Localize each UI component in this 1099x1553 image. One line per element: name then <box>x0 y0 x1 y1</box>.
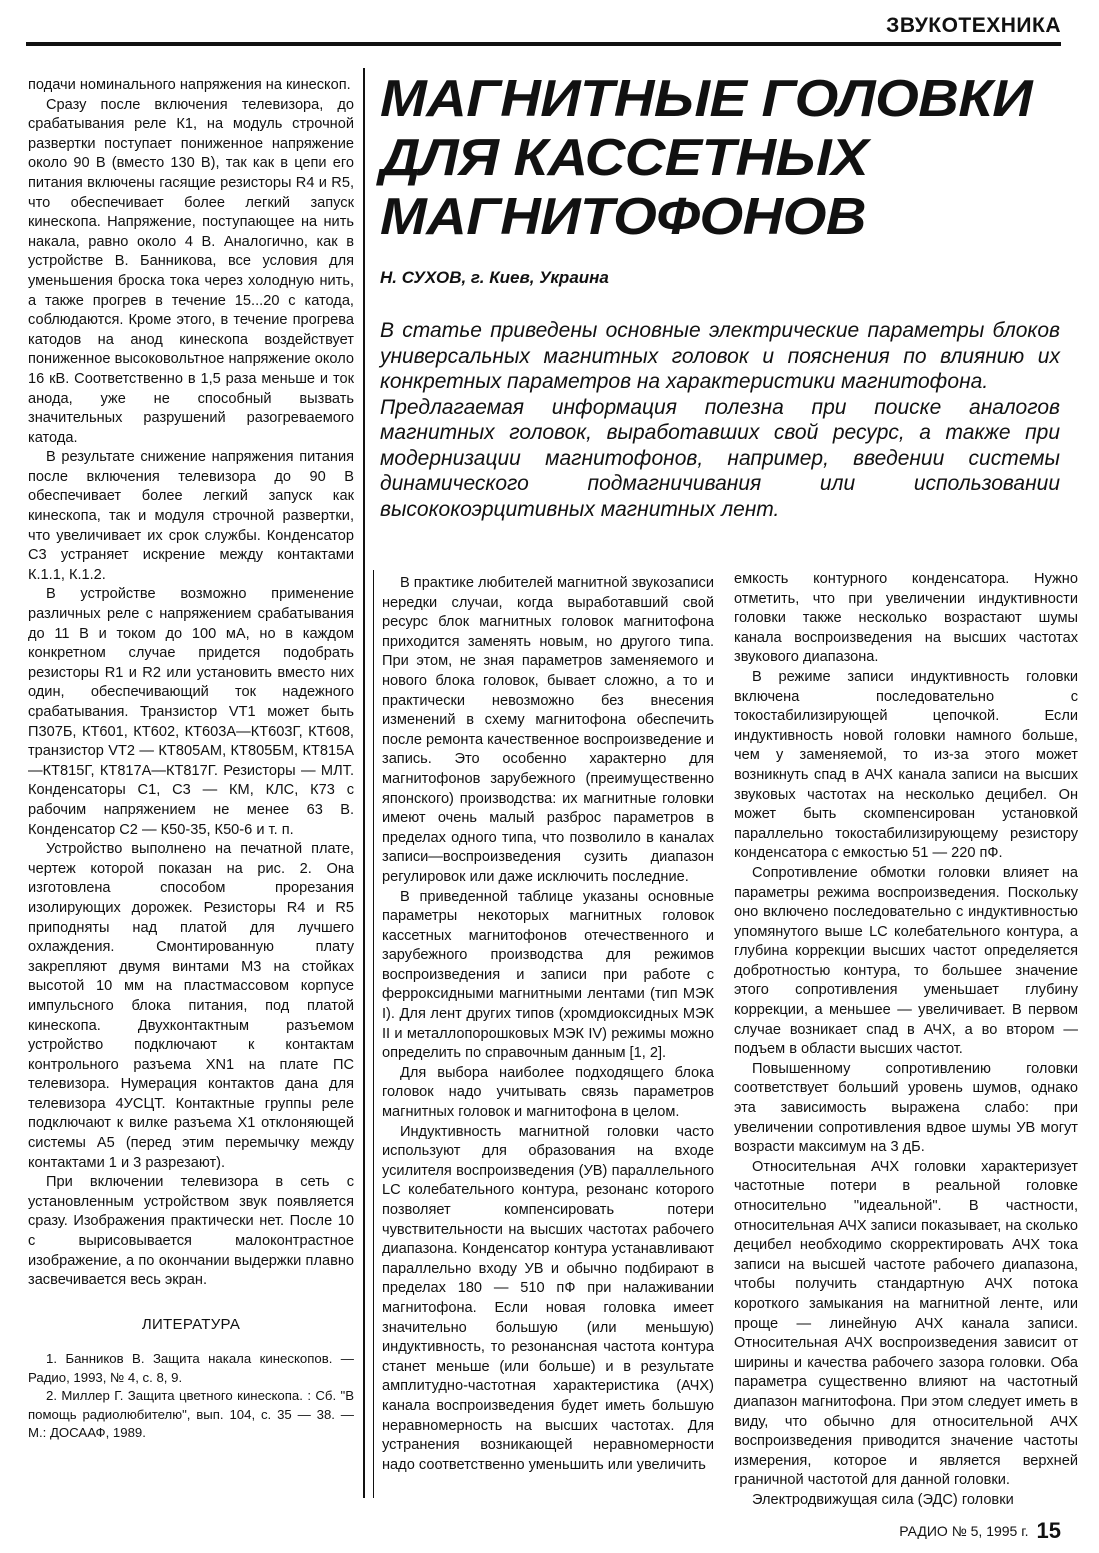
paragraph: емкость контурного конденсатора. Нужно отметить, что при увеличении индуктивности головки также несколько возрастают шумы канала воспроизведения на высших частотах звукового диапазона. <box>734 571 1078 666</box>
previous-article-column <box>28 76 354 1443</box>
lead-paragraph: Предлагаемая информация полезна при поиске аналогов магнитных головок, выработавших свой ресурс, а также при модернизации магнитофонов, например, введении системы динамического подмагничивания или использовании высококоэрцитивных магнитных лент. <box>380 395 1060 521</box>
literature-item: 2. Миллер Г. Защита цветного кинескопа. : Сб. "В помощь радиолюбителю", вып. 104, с. 35 — 38. — М.: ДОСААФ, 1989. <box>28 1388 354 1441</box>
paragraph: Сразу после включения телевизора, до срабатывания реле К1, на модуль строчной развертки поступает пониженное напряжение около 90 В (вместо 130 В), так как в цепи его питания включены гасящие резисторы R4 и R5, что обеспечивает более легкий запуск кинескопа. Напряжение, поступающее на нить накала, равно около 4 В. Аналогично, как в устройстве В. Банникова, все условия для уменьшения броска тока через холодную нить, а также прогрев в течение 15...20 с катода, соблюдаются. Кроме этого, в течение прогрева катодов на анод кинескопа воздействует пониженное высоковольтное напряжение около 16 кВ. Соответственно в 1,5 раза меньше и ток анода, уже не способный вызвать значительных разрушений разогреваемого катода. <box>28 96 354 446</box>
article-column-1 <box>382 574 714 1475</box>
title-line: МАГНИТОФОНОВ <box>380 188 866 246</box>
article-lead <box>380 318 1060 522</box>
paragraph: Сопротивление обмотки головки влияет на параметры режима воспроизведения. Поскольку оно включено последовательно с индуктивностью упомянутого выше LC колебательного контура, а глубина коррекции высших частот определяется добротностью контура, то большее значение этого сопротивления уменьшает глубину коррекции, а меньшее — увеличивает. В первом случае возникает спад в АЧХ, а во втором — подъем в области высших частот. <box>734 864 1078 1058</box>
article-column-2 <box>734 570 1078 1511</box>
paragraph: В результате снижение напряжения питания после включения телевизора до 90 В обеспечивает более легкий запуск как кинескопа, так и модуля строчной развертки, что увеличивает их срок службы. Конденсатор С3 устраняет искрение между контактами К.1.1, К.1.2. <box>28 449 354 583</box>
paragraph: Индуктивность магнитной головки часто используют для образования на входе усилителя воспроизведения (УВ) параллельного LC колебательного контура, резонанс которого позволяет компенсировать потери чувствительности на высших частотах рабочего диапазона. Конденсатор контура устанавливают параллельно входу УВ и обычно подбирают в пределах 180 — 510 пФ при налаживании магнитофона. Если новая головка имеет значительно большую (или меньшую) индуктивность, то резонансная частота контура станет меньше (или больше) и в результате амплитудно-частотная характеристика (АЧХ) канала воспроизведения будет иметь большую неравномерность на высших частотах. Для устранения возникающей неравномерности надо соответственно уменьшить или увеличить <box>382 1123 714 1473</box>
page-footer <box>899 1518 1061 1544</box>
column-divider <box>373 570 374 1498</box>
paragraph: Для выбора наиболее подходящего блока головок надо учитывать связь параметров магнитных головок и магнитофона в целом. <box>382 1064 714 1121</box>
section-label: ЗВУКОТЕХНИКА <box>886 14 1061 37</box>
paragraph: В практике любителей магнитной звукозаписи нередки случаи, когда выработавший свой ресурс блок магнитных головок магнитофона приходится заменять новым, но другого типа. При этом, не зная параметров заменяемого и нового блока головок, бывает сложно, а то и практически невозможно без внесения изменений в схему магнитофона обеспечить после ремонта качественное воспроизведение и запись. Это особенно характерно для магнитофонов зарубежного (преимущественно японского) производства: их магнитные головки имеют очень малый разброс параметров в пределах одного типа, что позволило в каналах записи—воспроизведения сузить диапазон регулировок или даже исключить последние. <box>382 575 714 885</box>
title-line: МАГНИТНЫЕ ГОЛОВКИ <box>380 70 1033 128</box>
paragraph: Относительная АЧХ головки характеризует частотные потери в реальной головке относительно "идеальной". В частности, относительная АЧХ записи показывает, на сколько децибел необходимо скорректировать АЧХ тока записи на высшей частоте рабочего диапазона, чтобы получить стандартную АЧХ потока короткого замыкания на магнитной ленте, или проще — линейную АЧХ канала записи. Относительная АЧХ воспроизведения зависит от ширины и качества рабочего зазора головки. Оба параметра существенно влияют на частотный диапазон магнитофона. При этом следует иметь в виду, что обычно для относительной АЧХ воспроизведения приводится значение частоты измерения, которое и является верхней граничной частотой для данной головки. <box>734 1158 1079 1489</box>
paragraph: Электродвижущая сила (ЭДС) головки <box>752 1491 1014 1508</box>
paragraph: подачи номинального напряжения на кинескоп. <box>28 77 351 93</box>
paragraph: Устройство выполнено на печатной плате, чертеж которой показан на рис. 2. Она изготовлена способом прорезания изолирующих дорожек. Резисторы R4 и R5 приподняты над платой для лучшего охлаждения. Смонтированную плату закрепляют двумя винтами М3 на стойках высотой 10 мм на пластмассовом корпусе импульсного блока питания, под платой кинескопа. Двухконтактным разъемом устройство подключают к контактам контрольного разъема XN1 на плате ПС телевизора. Нумерация контактов дана для телевизора 4УСЦТ. Контактные группы реле подключают к вилке разъема Х1 отклоняющей системы А5 (перед этим перемычку между контактами 1 и 3 разрезают). <box>28 841 354 1171</box>
literature-list <box>28 1350 354 1443</box>
paragraph: Повышенному сопротивлению головки соответствует больший уровень шумов, однако эта зависимость выражена слабо: при увеличении сопротивления вдвое шумы УВ могут возрасти максимум на 3 дБ. <box>734 1060 1078 1156</box>
paragraph: В устройстве возможно применение различных реле с напряжением срабатывания до 11 В и током до 100 мА, но в каждом конкретном случае придется подобрать резисторы R1 и R2 или установить вместо них один, обеспечивающий ток надежного срабатывания. Транзистор VT1 может быть П307Б, КТ601, КТ602, КТ603А—КТ603Г, КТ608, транзистор VT2 — КТ805АМ, КТ805БМ, КТ815А—КТ815Г, КТ817А—КТ817Г. Резисторы — МЛТ. Конденсаторы С1, С3 — КМ, КЛС, К73 с рабочим напряжением не менее 63 В. Конденсатор С2 — К50-35, К50-6 и т. п. <box>28 586 354 838</box>
author-byline: Н. СУХОВ, г. Киев, Украина <box>380 268 609 287</box>
column-divider <box>363 68 365 1498</box>
top-rule <box>26 42 1061 46</box>
paragraph: В приведенной таблице указаны основные параметры некоторых магнитных головок кассетных магнитофонов отечественного и зарубежного производства для режимов воспроизведения и записи при работе с ферроксидными магнитными лентами (тип МЭК I). Для лент других типов (хромдиоксидных МЭК II и металлопорошковых МЭК IV) режимы можно определить по справочным данным [1, 2]. <box>382 888 714 1062</box>
paragraph: В режиме записи индуктивность головки включена последовательно с токостабилизирующей цепочкой. Если индуктивность новой головки намного больше, чем у заменяемой, то из-за этого может возникнуть спад в АЧХ канала записи на высших звуковых частотах на несколько децибел. Он может быть скомпенсирован установкой параллельно токостабилизирующему резистору конденсатора с емкостью 51 — 220 пФ. <box>734 668 1078 862</box>
literature-item: 1. Банников В. Защита накала кинескопов. — Радио, 1993, № 4, с. 8, 9. <box>28 1351 354 1385</box>
lead-paragraph: В статье приведены основные электрические параметры блоков универсальных магнитных головок и пояснения по влиянию их конкретных параметров на характеристики магнитофона. <box>380 319 1060 393</box>
paragraph: При включении телевизора в сеть с установленным устройством звук появляется сразу. Изображения практически нет. После 10 с вырисовывается малоконтрастное изображение, а по окончании выдержки плавно засвечивается весь экран. <box>28 1174 354 1289</box>
title-line: ДЛЯ КАССЕТНЫХ <box>380 129 869 187</box>
issue-info: РАДИО № 5, 1995 г. <box>899 1523 1029 1539</box>
page-number: 15 <box>1036 1518 1061 1543</box>
article-title <box>380 70 1099 247</box>
literature-heading: ЛИТЕРАТУРА <box>141 1315 241 1333</box>
